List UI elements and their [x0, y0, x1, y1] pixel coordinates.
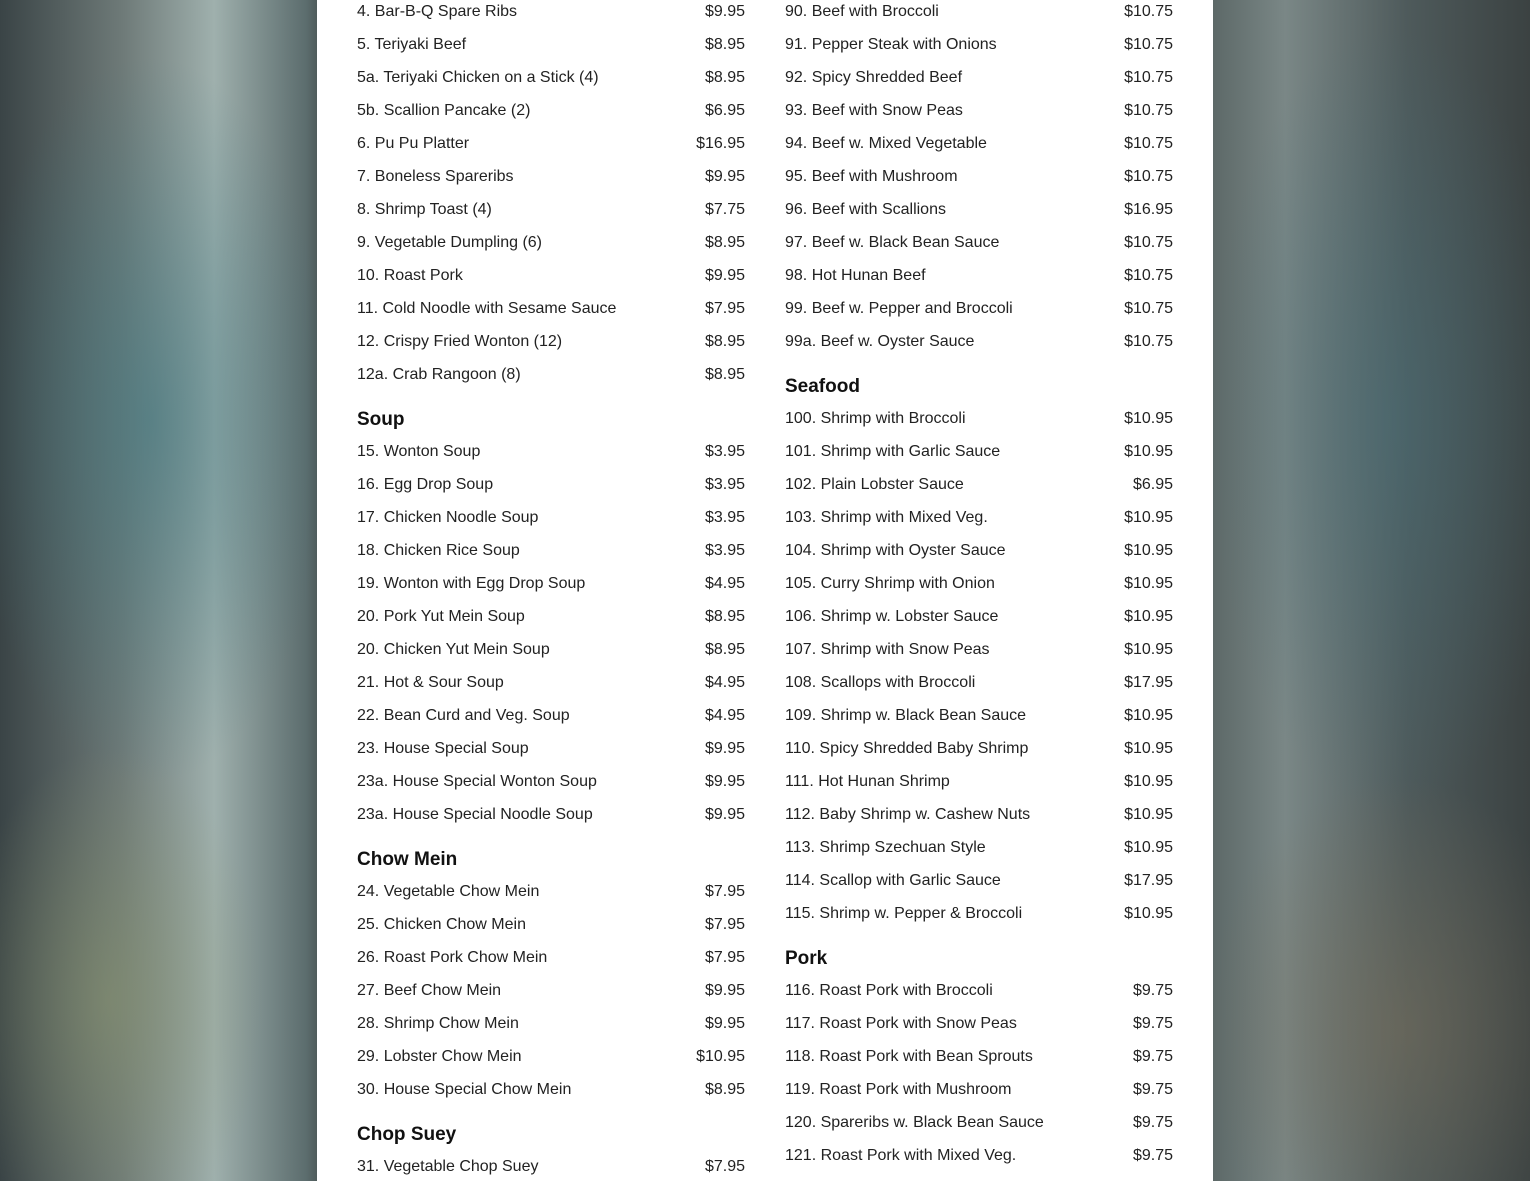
item-name: 12. Crispy Fried Wonton (12): [357, 332, 563, 350]
menu-item: [357, 875, 745, 908]
item-price: $4.95: [704, 673, 745, 691]
item-price: $9.95: [704, 981, 745, 999]
menu-item: [785, 259, 1173, 292]
menu-item: [357, 567, 745, 600]
item-price: $10.95: [1124, 574, 1173, 592]
item-price: $7.95: [704, 915, 745, 933]
item-price: $7.75: [704, 200, 745, 218]
item-price: $10.75: [1124, 233, 1173, 251]
item-price: $3.95: [704, 475, 745, 493]
item-name: 99. Beef w. Pepper and Broccoli: [785, 299, 1013, 317]
item-name: 91. Pepper Steak with Onions: [785, 35, 997, 53]
item-name: 20. Chicken Yut Mein Soup: [357, 640, 550, 658]
item-price: $17.95: [1124, 673, 1173, 691]
item-price: $8.95: [704, 640, 745, 658]
item-price: $8.95: [704, 35, 745, 53]
item-name: 118. Roast Pork with Bean Sprouts: [785, 1047, 1033, 1065]
menu-item: [785, 1040, 1173, 1073]
item-price: $9.95: [704, 1014, 745, 1032]
item-price: $9.95: [704, 167, 745, 185]
item-name: 95. Beef with Mushroom: [785, 167, 958, 185]
item-name: 102. Plain Lobster Sauce: [785, 475, 964, 493]
item-name: 5b. Scallion Pancake (2): [357, 101, 531, 119]
menu-item: [357, 699, 745, 732]
item-name: 21. Hot & Sour Soup: [357, 673, 504, 691]
item-price: $10.75: [1124, 332, 1173, 350]
menu-section-seafood: [785, 372, 1173, 930]
item-name: 120. Spareribs w. Black Bean Sauce: [785, 1113, 1044, 1131]
item-name: 104. Shrimp with Oyster Sauce: [785, 541, 1006, 559]
menu-item: [357, 127, 745, 160]
item-price: $10.75: [1124, 2, 1173, 20]
item-name: 107. Shrimp with Snow Peas: [785, 640, 990, 658]
item-price: $9.75: [1132, 1146, 1173, 1164]
item-price: $9.75: [1132, 1080, 1173, 1098]
item-name: 27. Beef Chow Mein: [357, 981, 502, 999]
item-name: 25. Chicken Chow Mein: [357, 915, 526, 933]
menu-item: [357, 259, 745, 292]
menu-item: [357, 765, 745, 798]
item-name: 28. Shrimp Chow Mein: [357, 1014, 519, 1032]
item-name: 113. Shrimp Szechuan Style: [785, 838, 986, 856]
item-price: $7.95: [704, 1157, 745, 1175]
item-name: 96. Beef with Scallions: [785, 200, 946, 218]
menu-item: [785, 732, 1173, 765]
item-price: $7.95: [704, 299, 745, 317]
menu-item: [357, 0, 745, 28]
menu-item: [357, 292, 745, 325]
menu-item: [785, 292, 1173, 325]
item-name: 5. Teriyaki Beef: [357, 35, 467, 53]
menu-item: [785, 765, 1173, 798]
item-price: $9.95: [704, 805, 745, 823]
item-price: $10.95: [1124, 442, 1173, 460]
menu-item: [785, 402, 1173, 435]
item-price: $6.95: [704, 101, 745, 119]
menu-item: [357, 435, 745, 468]
menu-section-pork: [785, 944, 1173, 1172]
item-price: $10.95: [1124, 706, 1173, 724]
item-price: $4.95: [704, 706, 745, 724]
item-price: $10.95: [696, 1047, 745, 1065]
menu-item: [785, 435, 1173, 468]
item-price: $10.95: [1124, 607, 1173, 625]
item-name: 12a. Crab Rangoon (8): [357, 365, 521, 383]
item-name: 23a. House Special Wonton Soup: [357, 772, 597, 790]
menu-item: [785, 1007, 1173, 1040]
menu-item: [785, 798, 1173, 831]
item-name: 29. Lobster Chow Mein: [357, 1047, 522, 1065]
menu-section-continued: [785, 0, 1173, 358]
menu-item: [785, 1073, 1173, 1106]
menu-item: [357, 226, 745, 259]
item-price: $8.95: [704, 607, 745, 625]
menu-item: [785, 94, 1173, 127]
menu-item: [357, 193, 745, 226]
item-price: $10.75: [1124, 266, 1173, 284]
menu-item: [785, 193, 1173, 226]
menu-item: [785, 600, 1173, 633]
item-price: $10.95: [1124, 838, 1173, 856]
item-price: $10.95: [1124, 508, 1173, 526]
item-name: 111. Hot Hunan Shrimp: [785, 772, 950, 790]
item-price: $9.95: [704, 266, 745, 284]
menu-item: [357, 941, 745, 974]
item-name: 108. Scallops with Broccoli: [785, 673, 976, 691]
item-price: $10.95: [1124, 739, 1173, 757]
menu-item: [357, 501, 745, 534]
item-name: 23. House Special Soup: [357, 739, 529, 757]
menu-item: [357, 61, 745, 94]
item-price: $10.95: [1124, 904, 1173, 922]
menu-item: [785, 1106, 1173, 1139]
menu-item: [357, 666, 745, 699]
menu-item: [357, 28, 745, 61]
item-price: $9.95: [704, 2, 745, 20]
item-price: $9.75: [1132, 981, 1173, 999]
item-name: 116. Roast Pork with Broccoli: [785, 981, 993, 999]
menu-item: [785, 897, 1173, 930]
menu-item: [785, 0, 1173, 28]
item-price: $10.95: [1124, 541, 1173, 559]
item-name: 26. Roast Pork Chow Mein: [357, 948, 548, 966]
item-name: 93. Beef with Snow Peas: [785, 101, 963, 119]
menu-column-left: [357, 0, 745, 1181]
item-price: $9.75: [1132, 1014, 1173, 1032]
item-price: $6.95: [1132, 475, 1173, 493]
item-name: 16. Egg Drop Soup: [357, 475, 494, 493]
item-name: 31. Vegetable Chop Suey: [357, 1157, 539, 1175]
item-name: 90. Beef with Broccoli: [785, 2, 939, 20]
item-price: $8.95: [704, 332, 745, 350]
menu-item: [785, 468, 1173, 501]
item-name: 110. Spicy Shredded Baby Shrimp: [785, 739, 1029, 757]
item-price: $10.75: [1124, 68, 1173, 86]
menu-item: [357, 798, 745, 831]
item-price: $10.75: [1124, 167, 1173, 185]
section-heading: Pork: [785, 948, 828, 969]
menu-item: [785, 1139, 1173, 1172]
item-name: 22. Bean Curd and Veg. Soup: [357, 706, 570, 724]
item-name: 4. Bar-B-Q Spare Ribs: [357, 2, 518, 20]
menu-item: [785, 633, 1173, 666]
item-name: 106. Shrimp w. Lobster Sauce: [785, 607, 999, 625]
item-price: $8.95: [704, 1080, 745, 1098]
item-name: 7. Boneless Spareribs: [357, 167, 514, 185]
item-name: 15. Wonton Soup: [357, 442, 481, 460]
menu-item: [785, 567, 1173, 600]
section-heading: Soup: [357, 409, 405, 430]
item-name: 98. Hot Hunan Beef: [785, 266, 926, 284]
item-price: $7.95: [704, 882, 745, 900]
item-name: 20. Pork Yut Mein Soup: [357, 607, 525, 625]
menu-item: [785, 28, 1173, 61]
menu-item: [357, 1073, 745, 1106]
item-name: 101. Shrimp with Garlic Sauce: [785, 442, 1001, 460]
item-name: 114. Scallop with Garlic Sauce: [785, 871, 1001, 889]
item-name: 103. Shrimp with Mixed Veg.: [785, 508, 988, 526]
item-price: $3.95: [704, 508, 745, 526]
item-price: $10.75: [1124, 35, 1173, 53]
item-name: 6. Pu Pu Platter: [357, 134, 470, 152]
item-price: $10.95: [1124, 772, 1173, 790]
item-name: 8. Shrimp Toast (4): [357, 200, 492, 218]
item-price: $17.95: [1124, 871, 1173, 889]
menu-item: [357, 1150, 745, 1181]
item-name: 115. Shrimp w. Pepper & Broccoli: [785, 904, 1023, 922]
menu-item: [785, 325, 1173, 358]
item-name: 112. Baby Shrimp w. Cashew Nuts: [785, 805, 1031, 823]
menu-item: [785, 127, 1173, 160]
item-price: $4.95: [704, 574, 745, 592]
item-name: 100. Shrimp with Broccoli: [785, 409, 966, 427]
item-name: 18. Chicken Rice Soup: [357, 541, 520, 559]
menu-item: [785, 534, 1173, 567]
item-price: $10.95: [1124, 805, 1173, 823]
menu-item: [357, 600, 745, 633]
item-price: $9.75: [1132, 1113, 1173, 1131]
item-price: $9.75: [1132, 1047, 1173, 1065]
menu-item: [357, 633, 745, 666]
item-name: 121. Roast Pork with Mixed Veg.: [785, 1146, 1017, 1164]
item-price: $8.95: [704, 365, 745, 383]
item-price: $16.95: [1124, 200, 1173, 218]
menu-item: [785, 226, 1173, 259]
item-name: 109. Shrimp w. Black Bean Sauce: [785, 706, 1027, 724]
item-price: $10.95: [1124, 409, 1173, 427]
menu-item: [785, 160, 1173, 193]
menu-item: [357, 1040, 745, 1073]
item-name: 92. Spicy Shredded Beef: [785, 68, 963, 86]
menu-item: [785, 864, 1173, 897]
item-name: 11. Cold Noodle with Sesame Sauce: [357, 299, 617, 317]
item-name: 94. Beef w. Mixed Vegetable: [785, 134, 987, 152]
item-price: $10.75: [1124, 299, 1173, 317]
item-name: 24. Vegetable Chow Mein: [357, 882, 540, 900]
menu-item: [357, 908, 745, 941]
item-name: 97. Beef w. Black Bean Sauce: [785, 233, 1000, 251]
section-heading: Seafood: [785, 376, 860, 397]
menu-item: [785, 831, 1173, 864]
item-name: 105. Curry Shrimp with Onion: [785, 574, 995, 592]
menu-item: [357, 160, 745, 193]
menu-item: [357, 358, 745, 391]
item-name: 30. House Special Chow Mein: [357, 1080, 572, 1098]
menu-section-chow-mein: [357, 845, 745, 1106]
menu-item: [785, 501, 1173, 534]
menu-section-continued: [357, 0, 745, 391]
menu-item: [785, 974, 1173, 1007]
item-price: $10.95: [1124, 640, 1173, 658]
item-name: 5a. Teriyaki Chicken on a Stick (4): [357, 68, 599, 86]
item-price: $10.75: [1124, 134, 1173, 152]
menu-item: [357, 974, 745, 1007]
menu-section-soup: [357, 405, 745, 831]
item-price: $8.95: [704, 68, 745, 86]
item-name: 119. Roast Pork with Mushroom: [785, 1080, 1012, 1098]
section-heading: Chop Suey: [357, 1124, 457, 1145]
item-name: 17. Chicken Noodle Soup: [357, 508, 539, 526]
item-price: $3.95: [704, 541, 745, 559]
menu-column-right: [785, 0, 1173, 1181]
item-name: 19. Wonton with Egg Drop Soup: [357, 574, 586, 592]
item-price: $7.95: [704, 948, 745, 966]
item-price: $9.95: [704, 739, 745, 757]
menu-item: [357, 325, 745, 358]
item-name: 10. Roast Pork: [357, 266, 463, 284]
menu-item: [357, 732, 745, 765]
menu-item: [357, 1007, 745, 1040]
item-price: $8.95: [704, 233, 745, 251]
item-name: 117. Roast Pork with Snow Peas: [785, 1014, 1017, 1032]
menu-page: [317, 0, 1213, 1181]
menu-item: [785, 699, 1173, 732]
menu-item: [357, 468, 745, 501]
item-name: 9. Vegetable Dumpling (6): [357, 233, 542, 251]
menu-item: [785, 666, 1173, 699]
item-price: $10.75: [1124, 101, 1173, 119]
menu-item: [785, 61, 1173, 94]
item-price: $9.95: [704, 772, 745, 790]
item-price: $3.95: [704, 442, 745, 460]
item-price: $16.95: [696, 134, 745, 152]
menu-item: [357, 94, 745, 127]
menu-section-chop-suey: [357, 1120, 745, 1181]
item-name: 99a. Beef w. Oyster Sauce: [785, 332, 975, 350]
menu-item: [357, 534, 745, 567]
section-heading: Chow Mein: [357, 849, 458, 870]
item-name: 23a. House Special Noodle Soup: [357, 805, 593, 823]
